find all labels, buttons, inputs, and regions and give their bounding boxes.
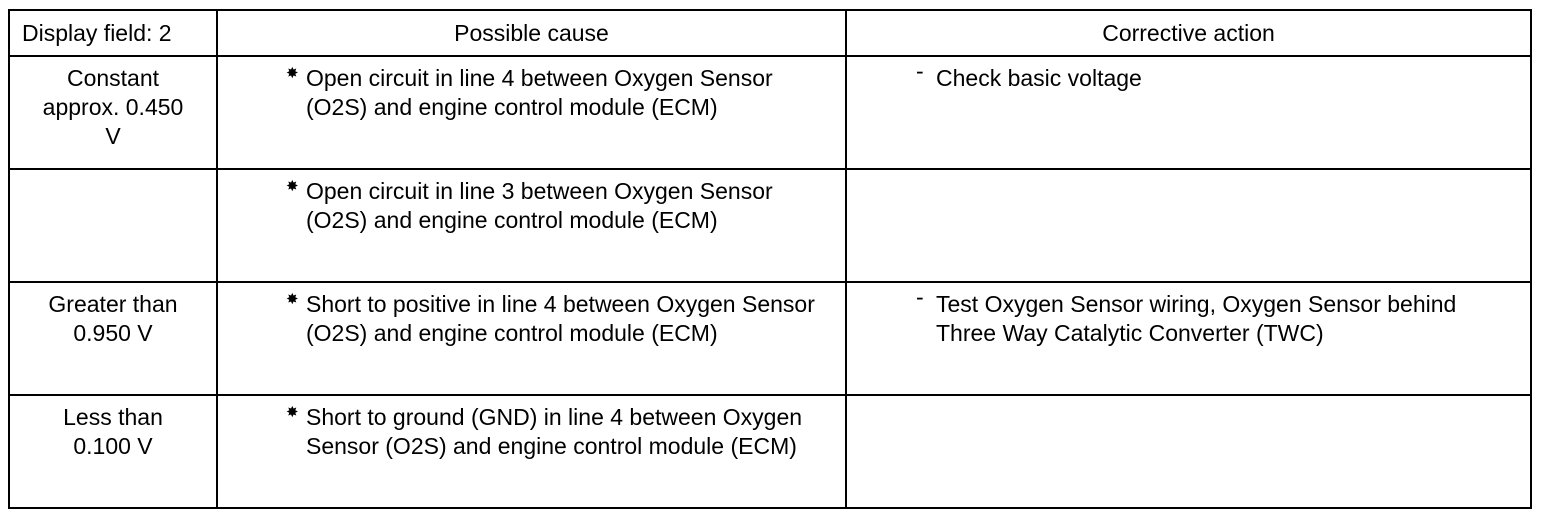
header-possible-cause: Possible cause (217, 10, 846, 56)
table-row (9, 56, 1531, 169)
diagnostic-table (8, 9, 1532, 509)
asterisk-bullet-icon: ✸ (286, 65, 299, 82)
action-text: Check basic voltage (936, 65, 1142, 91)
action-item (847, 284, 1530, 348)
action-item (847, 58, 1530, 93)
header-display-field: Display field: 2 (9, 10, 217, 56)
asterisk-bullet-icon: ✸ (286, 178, 299, 195)
cause-text: Open circuit in line 3 between Oxygen Sensor (O2S) and engine control module (ECM) (306, 178, 773, 233)
table-row (9, 169, 1531, 282)
cause-text: Short to ground (GND) in line 4 between Oxygen Sensor (O2S) and engine control module (ECM) (306, 404, 803, 459)
cause-cell (217, 395, 846, 508)
condition-line: 0.100 V (73, 433, 153, 459)
condition-cell (9, 282, 217, 395)
cause-text: Short to positive in line 4 between Oxygen Sensor (O2S) and engine control module (ECM) (306, 291, 815, 346)
header-corrective-action: Corrective action (846, 10, 1531, 56)
table-row (9, 395, 1531, 508)
cause-cell (217, 169, 846, 282)
action-cell (846, 395, 1531, 508)
condition-line: V (105, 123, 121, 149)
asterisk-bullet-icon: ✸ (286, 404, 299, 421)
asterisk-bullet-icon: ✸ (286, 291, 299, 308)
dash-bullet-icon: - (916, 58, 924, 84)
action-cell (846, 169, 1531, 282)
cause-cell (217, 282, 846, 395)
condition-cell (9, 169, 217, 282)
condition-line: Constant (66, 65, 160, 91)
cause-cell (217, 56, 846, 169)
condition-line: approx. 0.450 (42, 94, 184, 120)
action-text: Test Oxygen Sensor wiring, Oxygen Sensor behind Three Way Catalytic Converter (TWC) (936, 291, 1457, 346)
action-cell (846, 56, 1531, 169)
cause-item (218, 290, 845, 348)
action-cell (846, 282, 1531, 395)
header-row (9, 10, 1531, 56)
condition-line: 0.950 V (73, 320, 153, 346)
condition-cell (9, 395, 217, 508)
table-row (9, 282, 1531, 395)
cause-item (218, 64, 845, 122)
cause-item (218, 403, 845, 461)
condition-line: Less than (63, 404, 163, 430)
condition-cell (9, 56, 217, 169)
cause-item (218, 177, 845, 235)
cause-text: Open circuit in line 4 between Oxygen Sensor (O2S) and engine control module (ECM) (306, 65, 773, 120)
dash-bullet-icon: - (916, 284, 924, 310)
condition-line: Greater than (48, 291, 178, 317)
